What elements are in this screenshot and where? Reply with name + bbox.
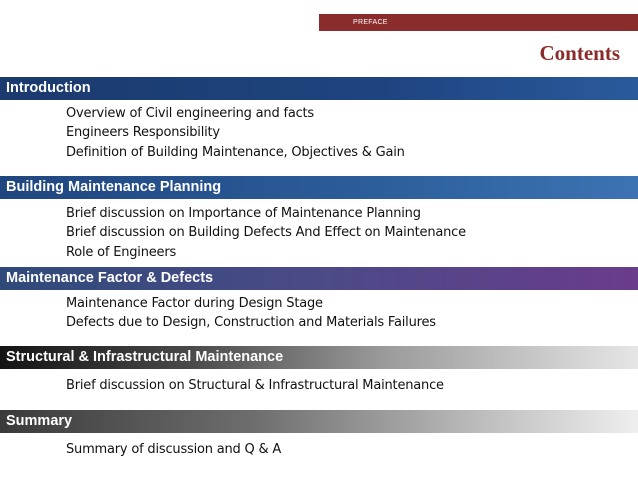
section-bar-structural-maintenance: Structural & Infrastructural Maintenance [0,346,638,369]
contents-title: Contents [539,41,620,65]
list-item: Brief discussion on Importance of Maintenance Planning [66,206,421,221]
list-item: Engineers Responsibility [66,125,220,140]
section-bar-maintenance-factor: Maintenance Factor & Defects [0,267,638,290]
list-item: Maintenance Factor during Design Stage [66,296,323,311]
preface-label: PREFACE [353,19,388,26]
list-item: Defects due to Design, Construction and Materials Failures [66,315,436,330]
list-item: Role of Engineers [66,245,177,260]
section-bar-introduction: Introduction [0,77,638,100]
section-bar-building-maintenance-planning: Building Maintenance Planning [0,176,638,199]
preface-banner [319,14,638,31]
list-item: Brief discussion on Building Defects And Effect on Maintenance [66,225,466,240]
list-item: Brief discussion on Structural & Infrastructural Maintenance [66,378,444,393]
list-item: Summary of discussion and Q & A [66,442,282,457]
section-bar-summary: Summary [0,410,638,433]
list-item: Definition of Building Maintenance, Objectives & Gain [66,145,405,160]
list-item: Overview of Civil engineering and facts [66,106,315,121]
